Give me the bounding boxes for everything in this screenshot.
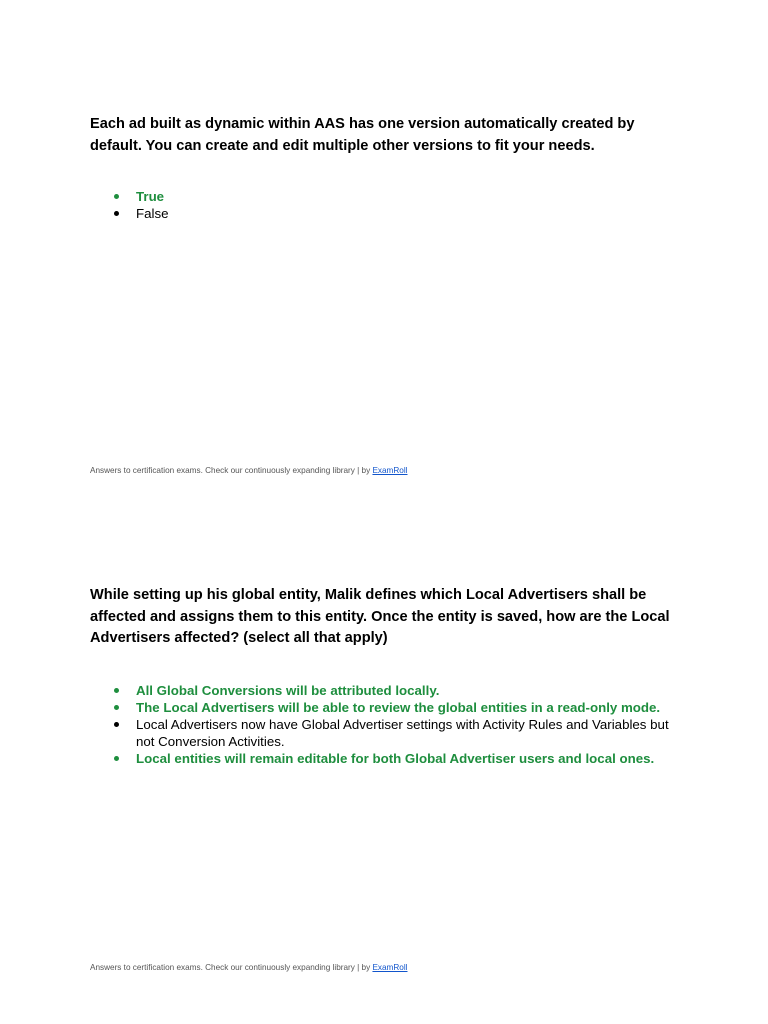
question-1 — [90, 114, 680, 157]
footer-1 — [90, 466, 408, 476]
option-label: The Local Advertisers will be able to review the global entities in a read-only mode. — [136, 700, 661, 715]
bullet-icon — [114, 688, 119, 693]
option-false — [112, 205, 682, 222]
bullet-icon — [114, 705, 119, 710]
option-label: Local Advertisers now have Global Advertiser settings with Activity Rules and Variables but not Conversion Activities. — [136, 717, 669, 749]
option-label: All Global Conversions will be attributed locally. — [136, 683, 440, 698]
examroll-link[interactable]: ExamRoll — [372, 963, 408, 972]
option-global-settings — [112, 716, 682, 750]
question-2-text: While setting up his global entity, Malik defines which Local Advertisers shall be affected and assigns them to this entity. Once the entity is saved, how are the Local Advertisers affected? (select all that apply) — [90, 587, 670, 646]
option-label: False — [136, 206, 169, 221]
option-label: True — [136, 189, 165, 204]
question-1-text: Each ad built as dynamic within AAS has one version automatically created by default. You can create and edit multiple other versions to fit your needs. — [90, 116, 635, 154]
options-list-1 — [112, 188, 682, 222]
footer-text: Answers to certification exams. Check our continuously expanding library | by — [90, 466, 373, 475]
option-read-only — [112, 699, 682, 716]
option-true — [112, 188, 682, 205]
option-label: Local entities will remain editable for both Global Advertiser users and local ones. — [136, 751, 655, 766]
bullet-icon — [114, 756, 119, 761]
bullet-icon — [114, 194, 119, 199]
option-global-conversions — [112, 682, 682, 699]
question-2 — [90, 585, 680, 650]
bullet-icon — [114, 722, 119, 727]
examroll-link[interactable]: ExamRoll — [372, 466, 408, 475]
footer-text: Answers to certification exams. Check our continuously expanding library | by — [90, 963, 373, 972]
options-list-2 — [112, 682, 682, 767]
bullet-icon — [114, 211, 119, 216]
footer-2 — [90, 963, 408, 973]
option-editable — [112, 750, 682, 767]
